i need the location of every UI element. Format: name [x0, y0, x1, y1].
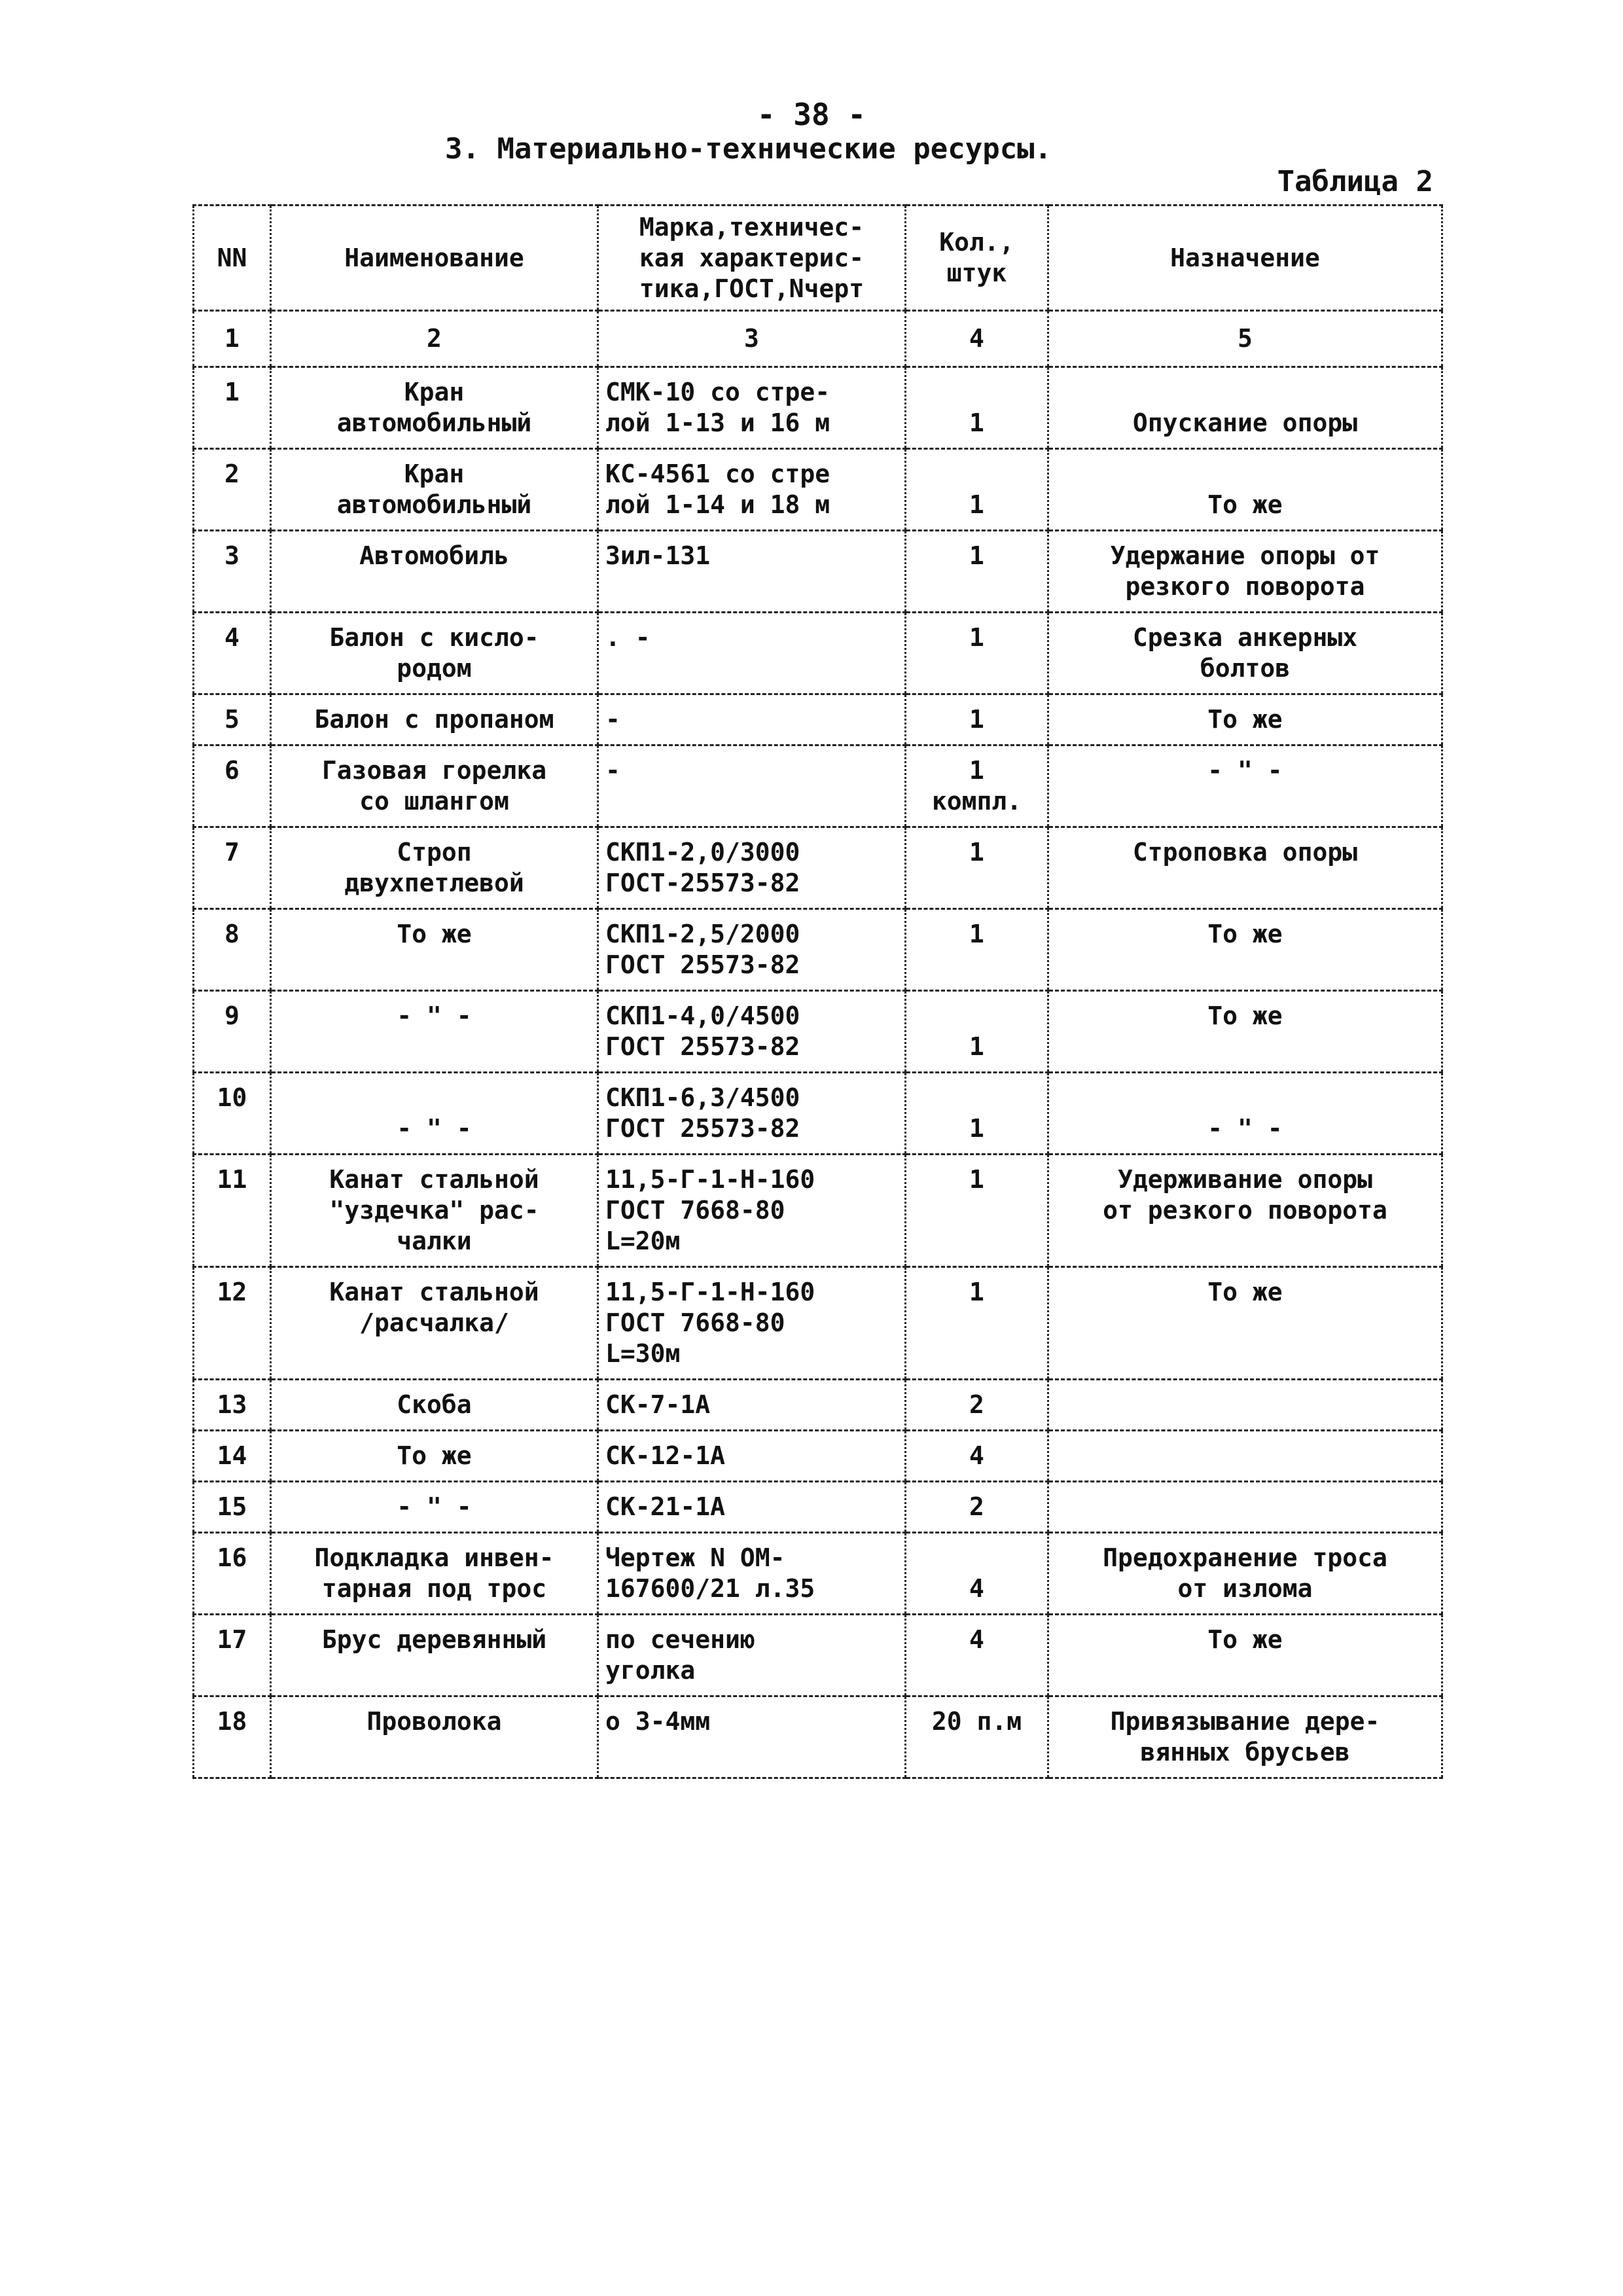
page-number: - 38 -: [757, 97, 866, 132]
cell-mark: СК-7-1А: [598, 1380, 906, 1431]
cell-qty: 4: [906, 1431, 1048, 1482]
cell-name: Скоба: [271, 1380, 598, 1431]
cell-qty: 1: [906, 694, 1048, 745]
cell-mark: -: [598, 745, 906, 827]
header-name: Наименование: [271, 206, 598, 311]
table-header-row: [194, 206, 1442, 311]
cell-qty: 4: [906, 1533, 1048, 1615]
cell-qty: 1: [906, 1155, 1048, 1267]
cell-mark: СМК-10 со стре- лой 1-13 и 16 м: [598, 367, 906, 449]
resources-table-container: [192, 204, 1441, 1779]
cell-purpose: Опускание опоры: [1048, 367, 1442, 449]
cell-name: Балон с кисло- родом: [271, 613, 598, 694]
cell-nn: 7: [194, 827, 271, 909]
table-row: [194, 745, 1442, 827]
cell-nn: 15: [194, 1482, 271, 1533]
cell-mark: СК-21-1А: [598, 1482, 906, 1533]
cell-qty: 1: [906, 531, 1048, 613]
section-title: 3. Материально-технические ресурсы.: [445, 132, 1052, 166]
column-number: 4: [906, 311, 1048, 367]
table-caption: Таблица 2: [1277, 165, 1433, 198]
cell-purpose: [1048, 1380, 1442, 1431]
table-row: [194, 1615, 1442, 1696]
cell-name: Канат стальной "уздечка" рас- чалки: [271, 1155, 598, 1267]
cell-purpose: То же: [1048, 909, 1442, 991]
cell-qty: 20 п.м: [906, 1696, 1048, 1778]
cell-qty: 2: [906, 1380, 1048, 1431]
cell-qty: 1: [906, 1073, 1048, 1155]
table-row: [194, 1482, 1442, 1533]
cell-qty: 1 компл.: [906, 745, 1048, 827]
cell-purpose: Предохранение троса от излома: [1048, 1533, 1442, 1615]
table-row: [194, 367, 1442, 449]
cell-mark: . -: [598, 613, 906, 694]
cell-purpose: То же: [1048, 1267, 1442, 1380]
cell-purpose: - " -: [1048, 745, 1442, 827]
cell-nn: 9: [194, 991, 271, 1073]
cell-nn: 8: [194, 909, 271, 991]
cell-purpose: [1048, 1482, 1442, 1533]
cell-nn: 1: [194, 367, 271, 449]
cell-name: Строп двухпетлевой: [271, 827, 598, 909]
cell-name: Автомобиль: [271, 531, 598, 613]
cell-name: То же: [271, 1431, 598, 1482]
header-purpose: Назначение: [1048, 206, 1442, 311]
table-row: [194, 991, 1442, 1073]
cell-purpose: - " -: [1048, 1073, 1442, 1155]
cell-mark: СКП1-6,3/4500 ГОСТ 25573-82: [598, 1073, 906, 1155]
cell-nn: 16: [194, 1533, 271, 1615]
cell-mark: Чертеж N ОМ- 167600/21 л.35: [598, 1533, 906, 1615]
cell-purpose: Срезка анкерных болтов: [1048, 613, 1442, 694]
cell-qty: 1: [906, 991, 1048, 1073]
cell-qty: 1: [906, 909, 1048, 991]
cell-mark: 11,5-Г-1-Н-160 ГОСТ 7668-80 L=30м: [598, 1267, 906, 1380]
column-number-row: [194, 311, 1442, 367]
cell-mark: СКП1-2,0/3000 ГОСТ-25573-82: [598, 827, 906, 909]
cell-qty: 2: [906, 1482, 1048, 1533]
cell-name: - " -: [271, 1482, 598, 1533]
cell-mark: -: [598, 694, 906, 745]
cell-qty: 4: [906, 1615, 1048, 1696]
cell-name: Подкладка инвен- тарная под трос: [271, 1533, 598, 1615]
cell-purpose: То же: [1048, 694, 1442, 745]
table-row: [194, 613, 1442, 694]
table-row: [194, 1073, 1442, 1155]
table-row: [194, 449, 1442, 531]
cell-name: Кран автомобильный: [271, 449, 598, 531]
header-nn: NN: [194, 206, 271, 311]
cell-purpose: [1048, 1431, 1442, 1482]
cell-nn: 13: [194, 1380, 271, 1431]
cell-nn: 6: [194, 745, 271, 827]
cell-qty: 1: [906, 1267, 1048, 1380]
table-row: [194, 1155, 1442, 1267]
resources-table: [192, 204, 1443, 1779]
table-row: [194, 1533, 1442, 1615]
cell-purpose: То же: [1048, 449, 1442, 531]
table-row: [194, 1380, 1442, 1431]
table-row: [194, 827, 1442, 909]
cell-qty: 1: [906, 827, 1048, 909]
cell-name: Брус деревянный: [271, 1615, 598, 1696]
cell-purpose: То же: [1048, 1615, 1442, 1696]
cell-purpose: Удерживание опоры от резкого поворота: [1048, 1155, 1442, 1267]
cell-qty: 1: [906, 367, 1048, 449]
cell-purpose: Привязывание дере- вянных брусьев: [1048, 1696, 1442, 1778]
cell-mark: по сечению уголка: [598, 1615, 906, 1696]
cell-purpose: Удержание опоры от резкого поворота: [1048, 531, 1442, 613]
table-row: [194, 531, 1442, 613]
cell-nn: 14: [194, 1431, 271, 1482]
column-number: 5: [1048, 311, 1442, 367]
table-body: [194, 311, 1442, 1778]
cell-mark: Зил-131: [598, 531, 906, 613]
cell-nn: 3: [194, 531, 271, 613]
cell-name: То же: [271, 909, 598, 991]
cell-nn: 10: [194, 1073, 271, 1155]
table-row: [194, 694, 1442, 745]
cell-name: Канат стальной /расчалка/: [271, 1267, 598, 1380]
cell-purpose: Строповка опоры: [1048, 827, 1442, 909]
cell-nn: 5: [194, 694, 271, 745]
cell-mark: 11,5-Г-1-Н-160 ГОСТ 7668-80 L=20м: [598, 1155, 906, 1267]
cell-mark: СКП1-4,0/4500 ГОСТ 25573-82: [598, 991, 906, 1073]
cell-mark: СКП1-2,5/2000 ГОСТ 25573-82: [598, 909, 906, 991]
column-number: 3: [598, 311, 906, 367]
cell-nn: 17: [194, 1615, 271, 1696]
cell-nn: 11: [194, 1155, 271, 1267]
header-mark: Марка,техничес- кая характерис- тика,ГОСТ,Nчерт: [598, 206, 906, 311]
cell-qty: 1: [906, 613, 1048, 694]
cell-nn: 12: [194, 1267, 271, 1380]
cell-qty: 1: [906, 449, 1048, 531]
cell-name: Газовая горелка со шлангом: [271, 745, 598, 827]
cell-name: Кран автомобильный: [271, 367, 598, 449]
column-number: 1: [194, 311, 271, 367]
table-row: [194, 1431, 1442, 1482]
cell-mark: СК-12-1А: [598, 1431, 906, 1482]
cell-mark: КС-4561 со стре лой 1-14 и 18 м: [598, 449, 906, 531]
cell-name: - " -: [271, 1073, 598, 1155]
table-row: [194, 1267, 1442, 1380]
cell-mark: о 3-4мм: [598, 1696, 906, 1778]
table-row: [194, 909, 1442, 991]
cell-purpose: То же: [1048, 991, 1442, 1073]
header-qty: Кол., штук: [906, 206, 1048, 311]
table-row: [194, 1696, 1442, 1778]
cell-name: - " -: [271, 991, 598, 1073]
cell-nn: 18: [194, 1696, 271, 1778]
column-number: 2: [271, 311, 598, 367]
cell-nn: 2: [194, 449, 271, 531]
cell-nn: 4: [194, 613, 271, 694]
cell-name: Проволока: [271, 1696, 598, 1778]
cell-name: Балон с пропаном: [271, 694, 598, 745]
